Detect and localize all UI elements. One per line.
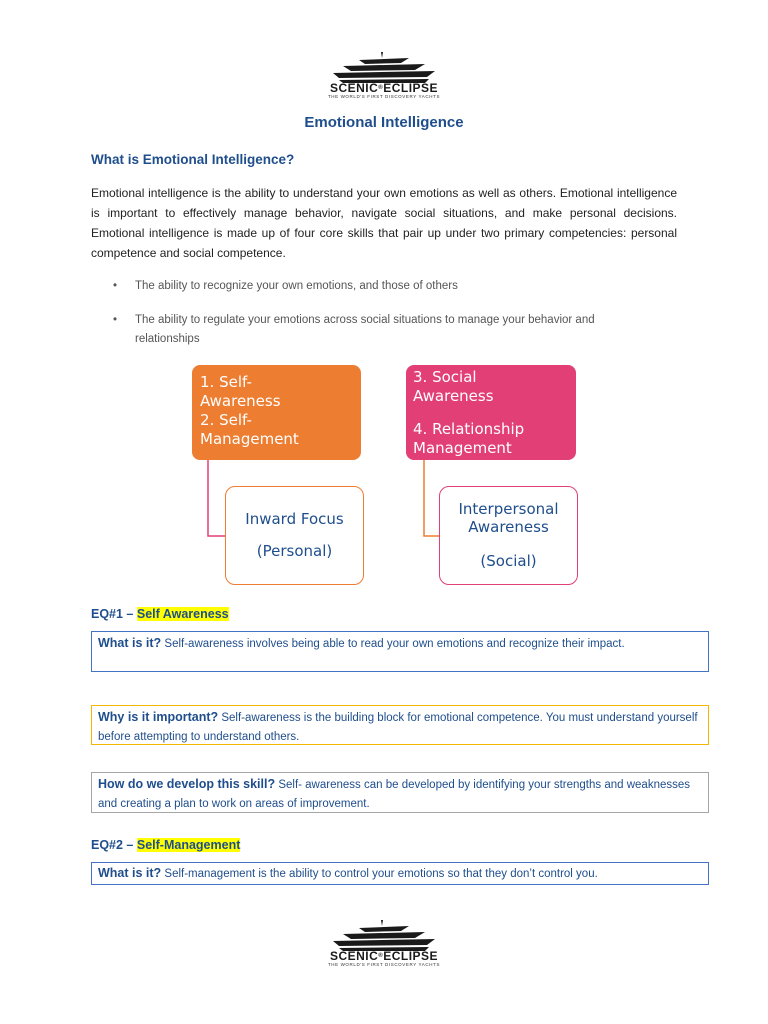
intro-paragraph: Emotional intelligence is the ability to understand your own emotions as well as others. Emotional intelligence is important to effectively manage behavior, navigate social situations, and make personal decisions. Emotional intelligence is made up of four core skills that pair up under two primary competencies: personal competence and social competence. xyxy=(91,186,677,260)
self-competence-box: 1. Self- Awareness 2. Self- Management xyxy=(192,365,361,460)
inward-focus-box: Inward Focus (Personal) xyxy=(225,486,364,585)
yacht-logo-icon xyxy=(329,918,439,952)
yacht-logo-icon xyxy=(329,50,439,84)
company-logo xyxy=(0,50,768,100)
company-logo-footer xyxy=(0,918,768,968)
logo-text: SCENIC®ECLIPSE xyxy=(329,949,439,963)
bullet-icon: • xyxy=(113,314,118,326)
eq2-heading: EQ#2 – Self-Management xyxy=(91,838,241,852)
logo-text: SCENIC®ECLIPSE xyxy=(329,81,439,95)
eq1-why-card: Why is it important? Self-awareness is the building block for emotional competence. You must understand yourself before attempting to understand others. xyxy=(91,705,709,745)
logo-tagline: THE WORLD'S FIRST DISCOVERY YACHTS xyxy=(327,94,441,99)
bullet-icon: • xyxy=(113,280,118,292)
social-competence-box: 3. Social Awareness 4. Relationship Management xyxy=(406,365,576,460)
logo-tagline: THE WORLD'S FIRST DISCOVERY YACHTS xyxy=(327,962,441,967)
page-title: Emotional Intelligence xyxy=(304,114,464,131)
eq1-heading: EQ#1 – Self Awareness xyxy=(91,607,229,621)
eq1-what-card: What is it? Self-awareness involves being able to read your own emotions and recognize their impact. xyxy=(91,631,709,672)
eq1-how-card: How do we develop this skill? Self- awareness can be developed by identifying your strengths and weaknesses and creating a plan to work on areas of improvement. xyxy=(91,772,709,813)
interpersonal-awareness-box: Interpersonal Awareness (Social) xyxy=(439,486,578,585)
eq2-what-card: What is it? Self-management is the ability to control your emotions so that they don’t control you. xyxy=(91,862,709,885)
section-heading: What is Emotional Intelligence? xyxy=(91,152,295,167)
